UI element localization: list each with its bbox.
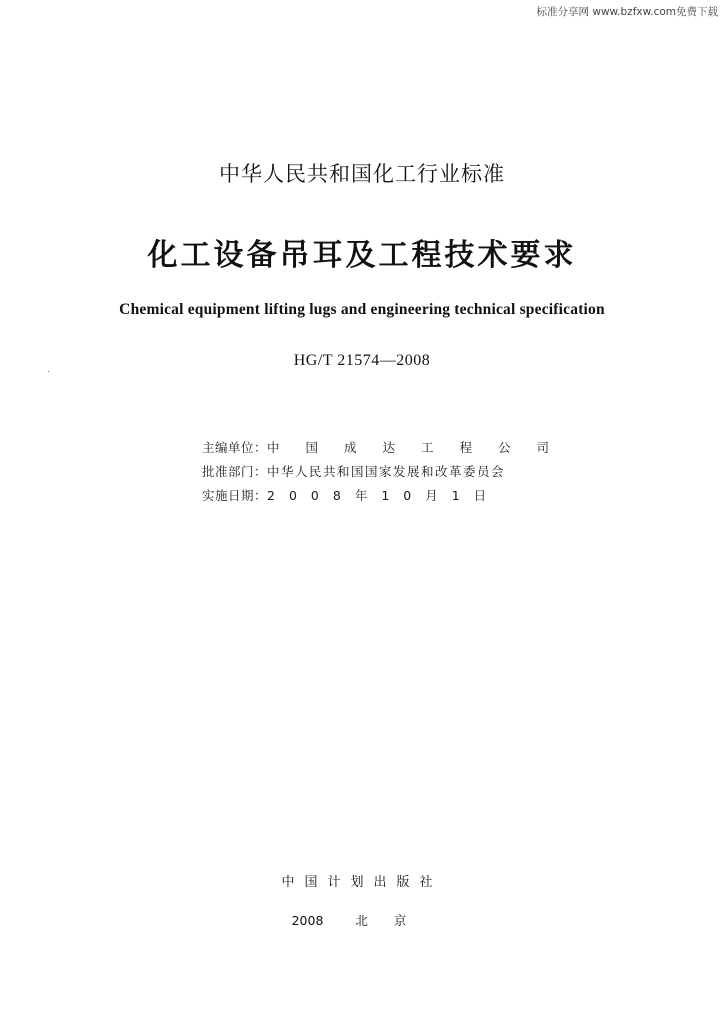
info-row-date bbox=[202, 484, 575, 508]
info-value-approver: 中华人民共和国国家发展和改革委员会 bbox=[267, 464, 506, 479]
standard-number: HG/T 21574—2008 bbox=[293, 352, 431, 369]
publication-city: 北京 bbox=[355, 913, 433, 928]
scan-speck bbox=[48, 371, 49, 372]
standard-category: 中华人民共和国化工行业标准 bbox=[219, 162, 505, 186]
info-value-editor: 中国成达工程公司 bbox=[267, 440, 576, 455]
title-english: Chemical equipment lifting lugs and engineering technical specification bbox=[119, 301, 605, 318]
info-row-approver bbox=[202, 460, 575, 484]
publisher-name: 中国计划出版社 bbox=[281, 875, 443, 890]
info-block bbox=[202, 436, 575, 508]
info-value-date: 2008年10月1日 bbox=[267, 488, 501, 503]
info-label: 实施日期： bbox=[202, 488, 268, 503]
title-chinese: 化工设备吊耳及工程技术要求 bbox=[147, 238, 577, 273]
info-label: 主编单位： bbox=[202, 440, 268, 455]
info-row-editor bbox=[202, 436, 575, 460]
info-label: 批准部门： bbox=[202, 464, 268, 479]
publication-year: 2008 bbox=[291, 913, 324, 928]
publication-line bbox=[0, 911, 724, 929]
watermark-text: 标准分享网 www.bzfxw.com免费下载 bbox=[536, 6, 718, 18]
